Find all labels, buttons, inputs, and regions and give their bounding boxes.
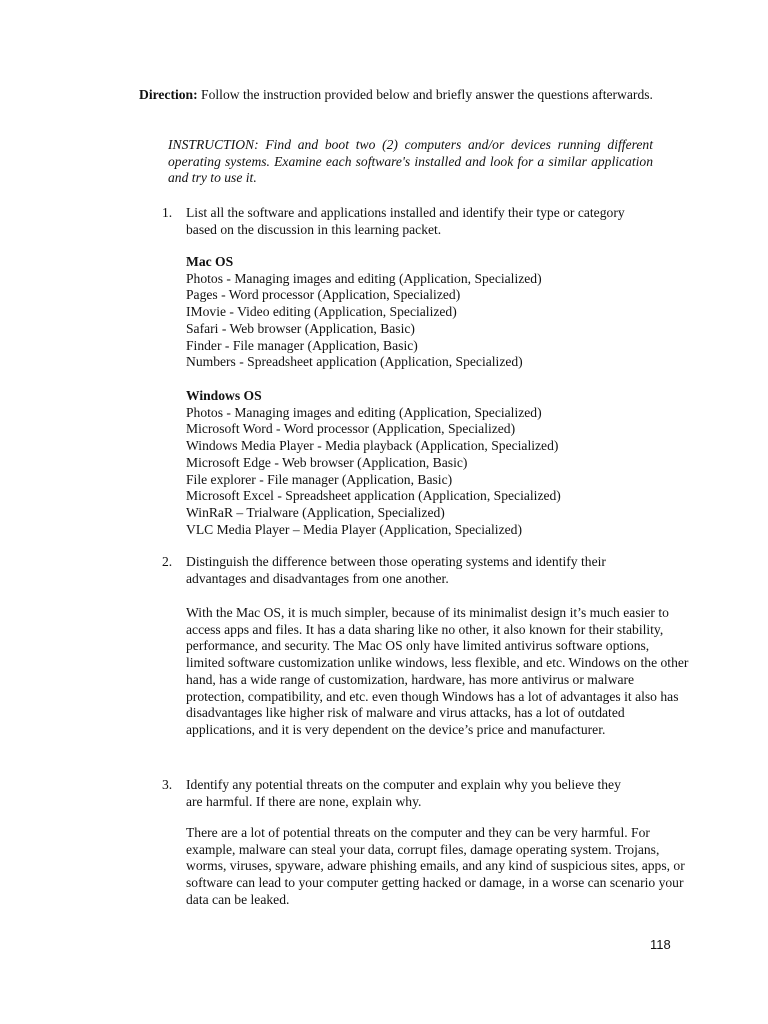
windows-os-item: Microsoft Edge - Web browser (Application, Basic) bbox=[186, 454, 468, 470]
question-3-text: Identify any potential threats on the computer and explain why you believe they are harmful. If there are none, explain why. bbox=[186, 777, 621, 809]
mac-os-item: IMovie - Video editing (Application, Specialized) bbox=[186, 304, 457, 320]
mac-os-item: Safari - Web browser (Application, Basic) bbox=[186, 320, 415, 336]
mac-os-item: Photos - Managing images and editing (Application, Specialized) bbox=[186, 270, 542, 286]
direction-label: Direction: bbox=[139, 87, 198, 102]
question-3-number: 3. bbox=[162, 777, 173, 792]
answer-2-paragraph: With the Mac OS, it is much simpler, because of its minimalist design it’s much easier to access apps and files. It has a data sharing like no other, it also known for their stability, performance, and security. The Mac OS only have limited antivirus software options, limited software customization unlike windows, less flexible, and etc. Windows on the other hand, has a wide range of customization, hardware, has more antivirus or malware protection, compatibility, and etc. even though Windows has a lot of advantages it also has disadvantages like higher risk of malware and virus attacks, has a lot of outdated applications, and it is very dependent on the device’s price and manufacturer. bbox=[186, 605, 689, 737]
direction-paragraph bbox=[139, 87, 659, 104]
windows-os-list bbox=[186, 388, 666, 538]
question-2-text: Distinguish the difference between those operating systems and identify their advantages and disadvantages from one another. bbox=[186, 554, 606, 586]
windows-os-item: Windows Media Player - Media playback (Application, Specialized) bbox=[186, 438, 559, 454]
windows-os-item: Photos - Managing images and editing (Application, Specialized) bbox=[186, 404, 542, 420]
windows-os-item: Microsoft Word - Word processor (Application, Specialized) bbox=[186, 421, 516, 437]
question-1-text: List all the software and applications installed and identify their type or category based on the discussion in this learning packet. bbox=[186, 205, 625, 237]
direction-text: Follow the instruction provided below and briefly answer the questions afterwards. bbox=[197, 87, 653, 102]
question-2-number: 2. bbox=[162, 554, 173, 569]
page-number: 118 bbox=[650, 937, 671, 952]
windows-os-item: VLC Media Player – Media Player (Application, Specialized) bbox=[186, 521, 522, 537]
mac-os-item: Numbers - Spreadsheet application (Application, Specialized) bbox=[186, 354, 523, 370]
mac-os-list bbox=[186, 254, 666, 371]
mac-os-item: Pages - Word processor (Application, Specialized) bbox=[186, 287, 461, 303]
windows-os-item: WinRaR – Trialware (Application, Specialized) bbox=[186, 504, 445, 520]
windows-os-item: Microsoft Excel - Spreadsheet application (Application, Specialized) bbox=[186, 488, 561, 504]
windows-os-heading: Windows OS bbox=[186, 388, 262, 403]
mac-os-heading: Mac OS bbox=[186, 254, 234, 269]
question-1-number: 1. bbox=[162, 205, 173, 220]
mac-os-item: Finder - File manager (Application, Basic) bbox=[186, 337, 418, 353]
answer-3-paragraph: There are a lot of potential threats on the computer and they can be very harmful. For example, malware can steal your data, corrupt files, damage operating system. Trojans, worms, viruses, spyware, adware phishing emails, and any kind of suspicious sites, apps, or software can lead to your computer getting hacked or damage, in a worse can scenario your data can be leaked. bbox=[186, 825, 685, 907]
windows-os-item: File explorer - File manager (Application, Basic) bbox=[186, 471, 453, 487]
instruction-paragraph: INSTRUCTION: Find and boot two (2) computers and/or devices running different operating systems. Examine each software's installed and look for a similar application and try to use it. bbox=[168, 137, 653, 186]
